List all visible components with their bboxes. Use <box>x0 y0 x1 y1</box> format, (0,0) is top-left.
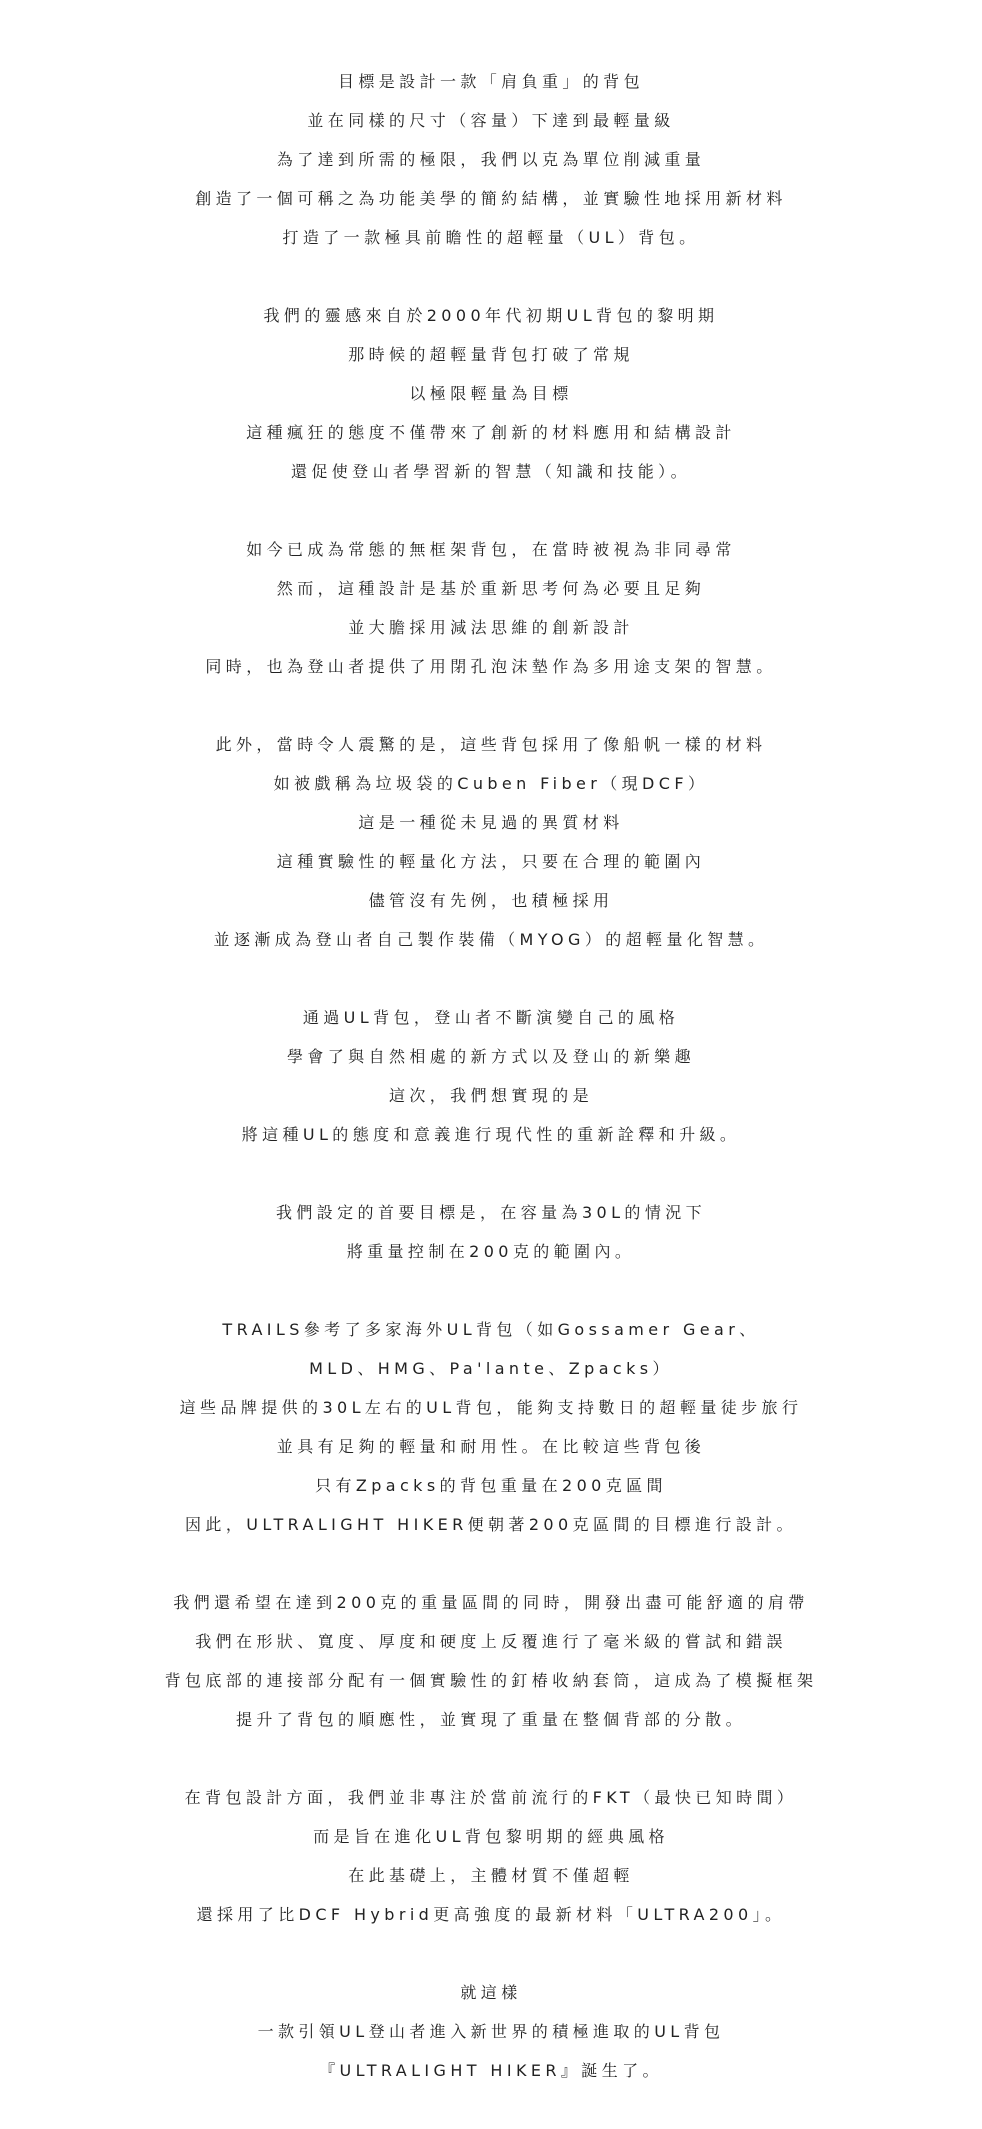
text-line: 因此，ULTRALIGHT HIKER便朝著200克區間的目標進行設計。 <box>185 1515 797 1534</box>
text-line: 還採用了比DCF Hybrid更高強度的最新材料「ULTRA200」。 <box>196 1905 786 1924</box>
text-line: 在此基礎上，主體材質不僅超輕 <box>348 1866 634 1885</box>
text-line: 還促使登山者學習新的智慧（知識和技能）。 <box>290 462 691 481</box>
paragraph <box>0 1193 982 1271</box>
text-line: 學會了與自然相處的新方式以及登山的新樂趣 <box>286 1047 695 1066</box>
text-line: 這些品牌提供的30L左右的UL背包，能夠支持數日的超輕量徒步旅行 <box>179 1398 803 1417</box>
text-line: 『ULTRALIGHT HIKER』誕生了。 <box>319 2061 663 2080</box>
text-line: 而是旨在進化UL背包黎明期的經典風格 <box>313 1827 669 1846</box>
text-line: 如被戲稱為垃圾袋的Cuben Fiber（現DCF） <box>273 774 709 793</box>
text-line: 提升了背包的順應性，並實現了重量在整個背部的分散。 <box>235 1710 746 1729</box>
paragraph <box>0 296 982 491</box>
text-line: 同時，也為登山者提供了用閉孔泡沫墊作為多用途支架的智慧。 <box>205 657 777 676</box>
paragraph <box>0 530 982 686</box>
text-line: 一款引領UL登山者進入新世界的積極進取的UL背包 <box>257 2022 725 2041</box>
text-line: 以極限輕量為目標 <box>409 384 573 403</box>
text-line: 目標是設計一款「肩負重」的背包 <box>337 72 644 91</box>
text-line: 為了達到所需的極限，我們以克為單位削減重量 <box>276 150 706 169</box>
paragraph <box>0 725 982 959</box>
paragraph <box>0 1310 982 1544</box>
text-line: 此外，當時令人震驚的是，這些背包採用了像船帆一樣的材料 <box>215 735 767 754</box>
text-line: 這種瘋狂的態度不僅帶來了創新的材料應用和結構設計 <box>246 423 736 442</box>
text-line: 我們還希望在達到200克的重量區間的同時，開發出盡可能舒適的肩帶 <box>173 1593 809 1612</box>
text-line: 這次，我們想實現的是 <box>388 1086 593 1105</box>
paragraph <box>0 998 982 1154</box>
text-line: TRAILS參考了多家海外UL背包（如Gossamer Gear、 <box>222 1320 760 1339</box>
text-line: 儘管沒有先例，也積極採用 <box>368 891 614 910</box>
article-body <box>0 62 982 2090</box>
text-line: 我們設定的首要目標是，在容量為30L的情況下 <box>275 1203 707 1222</box>
paragraph <box>0 1973 982 2090</box>
text-line: 通過UL背包，登山者不斷演變自己的風格 <box>302 1008 680 1027</box>
text-line: 並在同樣的尺寸（容量）下達到最輕量級 <box>307 111 675 130</box>
text-line: 我們的靈感來自於2000年代初期UL背包的黎明期 <box>263 306 719 325</box>
paragraph <box>0 1778 982 1934</box>
text-line: MLD、HMG、Pa'lante、Zpacks） <box>309 1359 673 1378</box>
text-line: 那時候的超輕量背包打破了常規 <box>348 345 634 364</box>
text-line: 將這種UL的態度和意義進行現代性的重新詮釋和升級。 <box>241 1125 741 1144</box>
paragraph <box>0 62 982 257</box>
text-line: 這是一種從未見過的異質材料 <box>358 813 624 832</box>
text-line: 創造了一個可稱之為功能美學的簡約結構，並實驗性地採用新材料 <box>195 189 787 208</box>
text-line: 我們在形狀、寬度、厚度和硬度上反覆進行了毫米級的嘗試和錯誤 <box>195 1632 787 1651</box>
text-line: 如今已成為常態的無框架背包，在當時被視為非同尋常 <box>246 540 736 559</box>
text-line: 並大膽採用減法思維的創新設計 <box>348 618 634 637</box>
text-line: 打造了一款極具前瞻性的超輕量（UL）背包。 <box>282 228 700 247</box>
text-line: 背包底部的連接部分配有一個實驗性的釘椿收納套筒，這成為了模擬框架 <box>164 1671 818 1690</box>
text-line: 然而，這種設計是基於重新思考何為必要且足夠 <box>276 579 706 598</box>
text-line: 並逐漸成為登山者自己製作裝備（MYOG）的超輕量化智慧。 <box>213 930 769 949</box>
text-line: 只有Zpacks的背包重量在200克區間 <box>315 1476 667 1495</box>
text-line: 這種實驗性的輕量化方法，只要在合理的範圍內 <box>276 852 706 871</box>
text-line: 並具有足夠的輕量和耐用性。在比較這些背包後 <box>276 1437 706 1456</box>
text-line: 將重量控制在200克的範圍內。 <box>346 1242 636 1261</box>
paragraph <box>0 1583 982 1739</box>
text-line: 在背包設計方面，我們並非專注於當前流行的FKT（最快已知時間） <box>184 1788 798 1807</box>
text-line: 就這樣 <box>460 1983 522 2002</box>
